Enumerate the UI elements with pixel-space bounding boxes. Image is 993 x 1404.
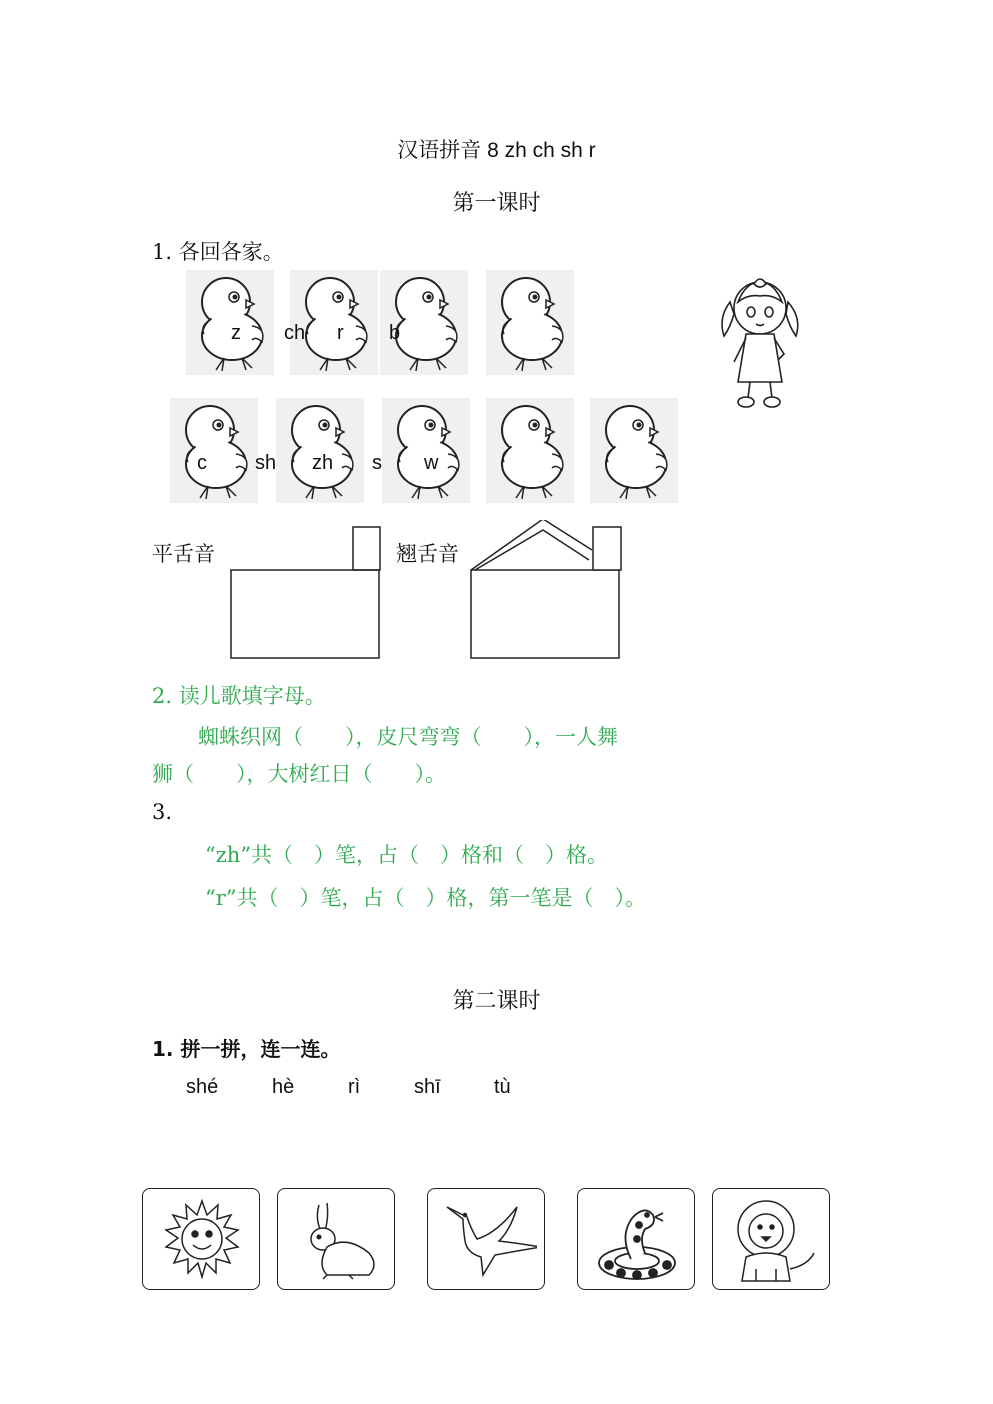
chick-picture	[382, 398, 470, 503]
house-flat-label: 平舌音	[152, 542, 215, 566]
chick-picture	[486, 398, 574, 503]
chick-letter: sh	[255, 452, 277, 474]
lesson1-q3-line2: “r”共（ ）笔，占（ ）格，第一笔是（ ）。	[205, 886, 647, 910]
chick-letter: s	[372, 452, 382, 474]
chick-letter: z	[231, 322, 241, 344]
chick-letter: ch	[284, 322, 306, 344]
house-flat-chimney	[353, 527, 380, 570]
pinyin-ri: rì	[348, 1076, 361, 1098]
lesson2-heading: 第二课时	[452, 989, 541, 1014]
house-curled	[471, 570, 619, 658]
chick-picture	[590, 398, 678, 503]
rabbit-icon	[287, 1195, 387, 1285]
snake-card[interactable]	[577, 1188, 695, 1290]
pinyin-tu: tù	[494, 1076, 511, 1098]
girl-picture	[716, 272, 806, 412]
rabbit-card[interactable]	[277, 1188, 395, 1290]
chick-letter: c	[197, 452, 207, 474]
house-curled-label: 翘舌音	[396, 542, 459, 566]
sun-card[interactable]	[142, 1188, 260, 1290]
lion-icon	[722, 1195, 822, 1285]
lesson1-q2-line1: 蜘蛛织网（ ），皮尺弯弯（ ），一人舞	[198, 725, 618, 749]
lesson1-q3-line1: “zh”共（ ）笔，占（ ）格和（ ）格。	[205, 843, 609, 867]
chick-picture	[170, 398, 258, 503]
house-curled-roof-inner	[475, 530, 589, 570]
house-flat	[231, 570, 379, 658]
lesson1-q1-label: 1. 各回各家。	[152, 240, 284, 264]
page-title: 汉语拼音 8 zh ch sh r	[397, 139, 596, 162]
chick-picture	[186, 270, 274, 375]
chick-picture	[486, 270, 574, 375]
chick-letter: w	[424, 452, 439, 474]
lesson1-q2-label: 2. 读儿歌填字母。	[152, 684, 326, 708]
house-curled-chimney	[593, 527, 621, 570]
snake-icon	[587, 1195, 687, 1285]
pinyin-he: hè	[272, 1076, 295, 1098]
chick-letter: r	[337, 322, 344, 344]
pinyin-shi: shī	[414, 1076, 441, 1098]
lion-card[interactable]	[712, 1188, 830, 1290]
houses-drawing	[225, 520, 625, 666]
chick-letter: zh	[312, 452, 334, 474]
chick-picture	[276, 398, 364, 503]
chick-letter: b	[389, 322, 401, 344]
lesson1-q2-line2: 狮（ ），大树红日（ ）。	[152, 762, 446, 786]
crane-card[interactable]	[427, 1188, 545, 1290]
pinyin-she: shé	[186, 1076, 219, 1098]
lesson1-heading: 第一课时	[452, 191, 541, 216]
sun-icon	[152, 1195, 252, 1285]
crane-icon	[437, 1195, 537, 1285]
lesson1-q3-label: 3.	[152, 800, 173, 824]
lesson2-q1-label: 1. 拼一拼，连一连。	[152, 1037, 341, 1061]
